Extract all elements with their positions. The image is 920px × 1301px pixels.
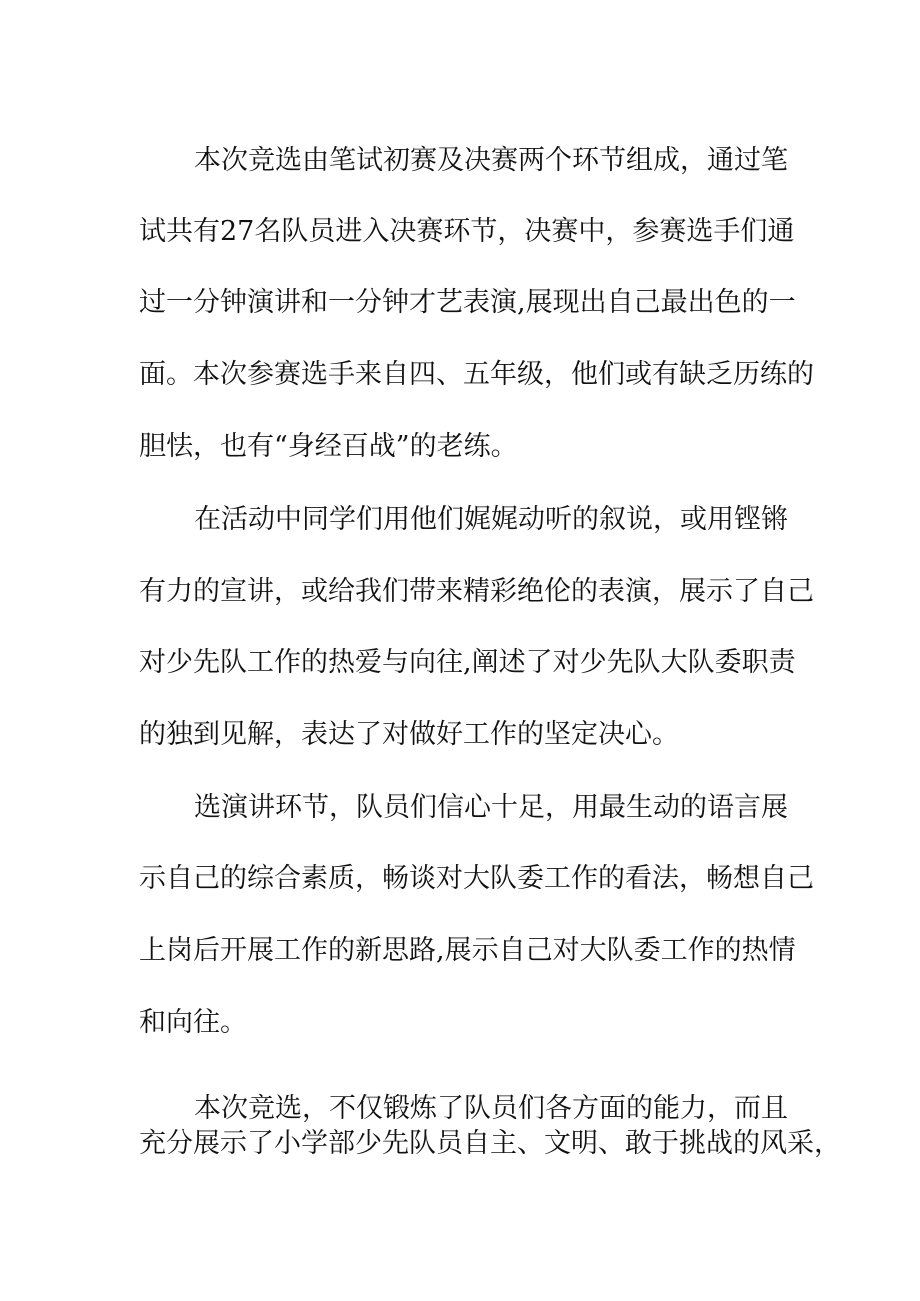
- paragraph-1-line-2: 试共有27名队员进入决赛环节，决赛中，参赛选手们通: [139, 216, 795, 247]
- paragraph-4-line-1: 本次竞选，不仅锻炼了队员们各方面的能力，而且: [194, 1093, 788, 1124]
- paragraph-2-line-3: 对少先队工作的热爱与向往,阐述了对少先队大队委职责: [139, 647, 796, 678]
- paragraph-2-line-1: 在活动中同学们用他们娓娓动听的叙说，或用铿锵: [194, 504, 788, 535]
- paragraph-2-line-4: 的独到见解，表达了对做好工作的坚定决心。: [139, 719, 679, 750]
- paragraph-1-line-5: 胆怯，也有“身经百战”的老练。: [139, 431, 518, 462]
- paragraph-3-line-1: 选演讲环节，队员们信心十足，用最生动的语言展: [194, 792, 788, 823]
- paragraph-3-line-4: 和向往。: [139, 1007, 247, 1038]
- paragraph-3-line-3: 上岗后开展工作的新思路,展示自己对大队委工作的热情: [139, 935, 796, 966]
- paragraph-1-line-1: 本次竞选由笔试初赛及决赛两个环节组成，通过笔: [194, 145, 788, 176]
- paragraph-1-line-4: 面。本次参赛选手来自四、五年级，他们或有缺乏历练的: [139, 359, 814, 390]
- paragraph-2-line-2: 有力的宣讲，或给我们带来精彩绝伦的表演，展示了自己: [139, 576, 814, 607]
- paragraph-1-line-3: 过一分钟演讲和一分钟才艺表演,展现出自己最出色的一: [139, 287, 796, 318]
- paragraph-4-line-2: 充分展示了小学部少先队员自主、文明、敢于挑战的风采，: [139, 1128, 841, 1159]
- paragraph-3-line-2: 示自己的综合素质，畅谈对大队委工作的看法，畅想自己: [139, 863, 814, 894]
